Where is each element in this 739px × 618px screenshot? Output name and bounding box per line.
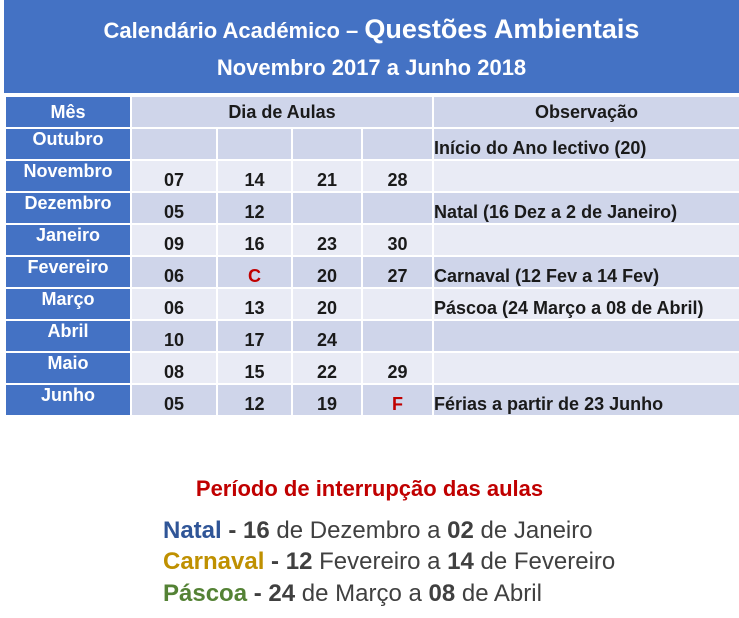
header-days: Dia de Aulas bbox=[131, 96, 433, 128]
period-end-day: 02 bbox=[447, 517, 474, 544]
period-mid: de Dezembro a bbox=[269, 517, 448, 544]
day-cell: 06 bbox=[131, 288, 217, 320]
day-cell: 22 bbox=[292, 352, 362, 384]
day-cell: 15 bbox=[217, 352, 292, 384]
period-name: Carnaval bbox=[163, 548, 265, 575]
observation-cell: Férias a partir de 23 Junho bbox=[433, 384, 739, 416]
day-cell bbox=[131, 128, 217, 160]
calendar-header bbox=[4, 0, 739, 93]
day-cell: 12 bbox=[217, 384, 292, 416]
day-cell: 28 bbox=[362, 160, 433, 192]
day-cell: F bbox=[362, 384, 433, 416]
day-cell: 10 bbox=[131, 320, 217, 352]
period-natal bbox=[163, 517, 593, 545]
month-cell: Junho bbox=[5, 384, 131, 416]
observation-cell: Carnaval (12 Fev a 14 Fev) bbox=[433, 256, 739, 288]
day-cell bbox=[292, 192, 362, 224]
period-sep: - bbox=[221, 517, 244, 544]
day-cell: 21 bbox=[292, 160, 362, 192]
month-cell: Novembro bbox=[5, 160, 131, 192]
day-cell bbox=[362, 128, 433, 160]
day-cell: 07 bbox=[131, 160, 217, 192]
title-prefix: Calendário Académico – bbox=[103, 18, 365, 43]
day-cell: 09 bbox=[131, 224, 217, 256]
day-cell: 30 bbox=[362, 224, 433, 256]
period-start-day: 24 bbox=[268, 580, 296, 607]
day-cell: 12 bbox=[217, 192, 292, 224]
period-name: Natal bbox=[163, 517, 222, 544]
day-cell: 20 bbox=[292, 288, 362, 320]
table-row bbox=[5, 192, 739, 224]
day-cell: 27 bbox=[362, 256, 433, 288]
day-cell bbox=[217, 128, 292, 160]
day-cell: 19 bbox=[292, 384, 362, 416]
day-cell: 29 bbox=[362, 352, 433, 384]
table-row bbox=[5, 384, 739, 416]
calendar-subtitle: Novembro 2017 a Junho 2018 bbox=[216, 55, 527, 80]
observation-cell bbox=[433, 224, 739, 256]
period-start-day: 12 bbox=[285, 548, 313, 575]
table-row bbox=[5, 288, 739, 320]
month-cell: Fevereiro bbox=[5, 256, 131, 288]
observation-cell bbox=[433, 320, 739, 352]
table-row bbox=[5, 160, 739, 192]
observation-cell: Natal (16 Dez a 2 de Janeiro) bbox=[433, 192, 739, 224]
observation-cell: Páscoa (24 Março a 08 de Abril) bbox=[433, 288, 739, 320]
period-end: de Janeiro bbox=[473, 517, 593, 544]
period-end: de Abril bbox=[455, 580, 542, 607]
day-cell bbox=[362, 192, 433, 224]
interruption-title: Período de interrupção das aulas bbox=[195, 476, 544, 501]
period-mid: Fevereiro a bbox=[312, 548, 448, 575]
month-cell: Abril bbox=[5, 320, 131, 352]
calendar-table bbox=[4, 95, 739, 417]
table-row bbox=[5, 352, 739, 384]
day-cell: 08 bbox=[131, 352, 217, 384]
period-name: Páscoa bbox=[163, 580, 248, 607]
day-cell bbox=[362, 320, 433, 352]
header-month: Mês bbox=[5, 96, 131, 128]
period-sep: - bbox=[264, 548, 286, 575]
month-cell: Maio bbox=[5, 352, 131, 384]
day-cell bbox=[362, 288, 433, 320]
day-cell: 05 bbox=[131, 192, 217, 224]
observation-cell bbox=[433, 352, 739, 384]
day-cell: 06 bbox=[131, 256, 217, 288]
day-cell: 20 bbox=[292, 256, 362, 288]
day-cell: 23 bbox=[292, 224, 362, 256]
day-cell: 16 bbox=[217, 224, 292, 256]
calendar-title bbox=[4, 14, 739, 45]
day-cell: 05 bbox=[131, 384, 217, 416]
title-main: Questões Ambientais bbox=[364, 14, 640, 44]
table-row bbox=[5, 320, 739, 352]
period-end: de Fevereiro bbox=[473, 548, 616, 575]
day-cell: 24 bbox=[292, 320, 362, 352]
observation-cell: Início do Ano lectivo (20) bbox=[433, 128, 739, 160]
day-cell: 17 bbox=[217, 320, 292, 352]
day-cell bbox=[292, 128, 362, 160]
day-cell: 13 bbox=[217, 288, 292, 320]
table-row bbox=[5, 128, 739, 160]
period-end-day: 14 bbox=[447, 548, 474, 575]
month-cell: Janeiro bbox=[5, 224, 131, 256]
month-cell: Dezembro bbox=[5, 192, 131, 224]
header-observation: Observação bbox=[433, 96, 739, 128]
period-start-day: 16 bbox=[243, 517, 270, 544]
period-sep: - bbox=[247, 580, 269, 607]
observation-cell bbox=[433, 160, 739, 192]
table-row bbox=[5, 256, 739, 288]
month-cell: Outubro bbox=[5, 128, 131, 160]
period-mid: de Março a bbox=[295, 580, 429, 607]
day-cell: C bbox=[217, 256, 292, 288]
period-carnaval bbox=[163, 548, 615, 576]
month-cell: Março bbox=[5, 288, 131, 320]
period-end-day: 08 bbox=[428, 580, 456, 607]
day-cell: 14 bbox=[217, 160, 292, 192]
table-row bbox=[5, 224, 739, 256]
period-pascoa bbox=[163, 580, 542, 608]
